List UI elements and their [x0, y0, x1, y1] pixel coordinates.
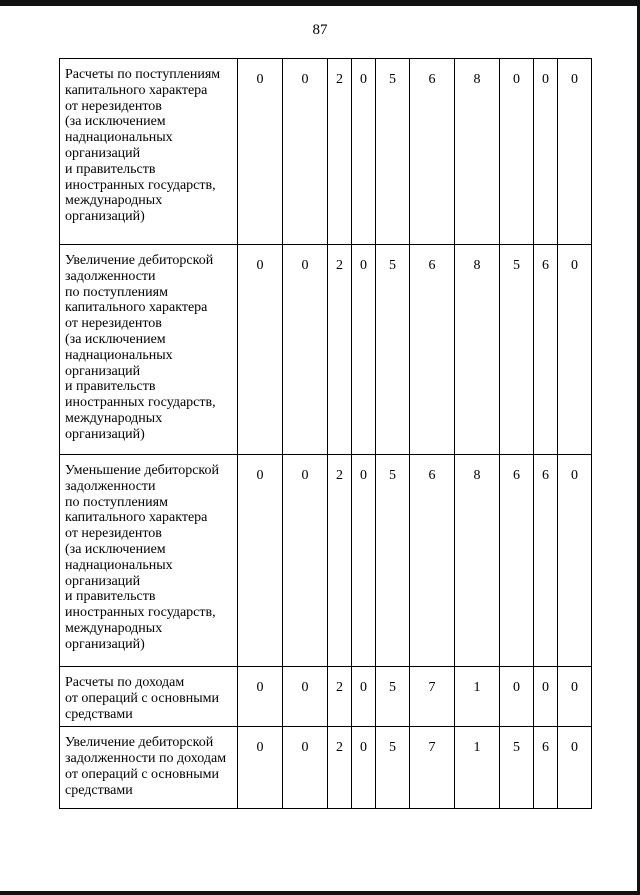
- code-digit-cell: 0: [500, 667, 534, 727]
- code-digit-cell: 0: [238, 245, 283, 455]
- row-description: [60, 667, 238, 727]
- code-digit-cell: 2: [328, 59, 352, 245]
- table-row: [60, 455, 592, 667]
- scan-edge-bottom: [0, 891, 640, 895]
- code-digit-cell: 0: [352, 455, 376, 667]
- code-digit-cell: 0: [534, 59, 558, 245]
- code-digit-cell: 0: [283, 667, 328, 727]
- code-digit-cell: 8: [455, 455, 500, 667]
- code-digit-cell: 0: [238, 727, 283, 809]
- code-digit-cell: 0: [352, 59, 376, 245]
- code-digit-cell: 5: [376, 667, 410, 727]
- description-line: международных: [65, 620, 163, 636]
- description-line: организаций): [65, 209, 145, 225]
- code-digit-cell: 7: [410, 667, 455, 727]
- description-line: Уменьшение дебиторской: [65, 463, 220, 478]
- code-digit-cell: 0: [352, 727, 376, 809]
- code-digit-cell: 5: [376, 455, 410, 667]
- description-line: капитального характера: [65, 510, 208, 526]
- description-line: от операций с основными: [65, 766, 219, 782]
- table-row: [60, 667, 592, 727]
- page-number: 87: [312, 22, 328, 38]
- description-line: от операций с основными: [65, 690, 219, 706]
- row-description: [60, 245, 238, 455]
- description-line: международных: [65, 410, 163, 426]
- code-digit-cell: 0: [283, 245, 328, 455]
- code-digit-cell: 6: [410, 245, 455, 455]
- row-description: [60, 455, 238, 667]
- description-line: средствами: [65, 706, 133, 722]
- code-digit-cell: 0: [283, 455, 328, 667]
- code-digit-cell: 0: [352, 667, 376, 727]
- table-row: [60, 245, 592, 455]
- description-line: Расчеты по поступлениям: [65, 67, 221, 82]
- description-line: Увеличение дебиторской: [65, 253, 214, 268]
- description-line: организаций: [65, 573, 141, 589]
- table-row: [60, 59, 592, 245]
- code-digit-cell: 1: [455, 667, 500, 727]
- code-digit-cell: 2: [328, 245, 352, 455]
- description-line: организаций: [65, 145, 141, 161]
- code-digit-cell: 0: [558, 727, 592, 809]
- code-digit-cell: 5: [376, 727, 410, 809]
- code-digit-cell: 8: [455, 245, 500, 455]
- description-line: иностранных государств,: [65, 395, 216, 411]
- code-digit-cell: 0: [238, 667, 283, 727]
- description-line: по поступлениям: [65, 284, 168, 300]
- code-digit-cell: 7: [410, 727, 455, 809]
- code-digit-cell: 5: [376, 59, 410, 245]
- code-digit-cell: 0: [352, 245, 376, 455]
- code-digit-cell: 0: [558, 59, 592, 245]
- description-line: иностранных государств,: [65, 177, 216, 193]
- description-line: (за исключением: [65, 541, 166, 557]
- description-line: задолженности: [65, 268, 156, 284]
- code-digit-cell: 5: [376, 245, 410, 455]
- description-line: и правительств: [65, 161, 156, 177]
- code-digit-cell: 6: [534, 455, 558, 667]
- code-digit-cell: 6: [410, 59, 455, 245]
- code-digit-cell: 2: [328, 455, 352, 667]
- code-digit-cell: 0: [283, 727, 328, 809]
- description-line: задолженности: [65, 478, 156, 494]
- description-line: капитального характера: [65, 300, 208, 316]
- row-description: [60, 59, 238, 245]
- code-digit-cell: 1: [455, 727, 500, 809]
- code-digit-cell: 8: [455, 59, 500, 245]
- code-digit-cell: 0: [500, 59, 534, 245]
- code-digit-cell: 0: [238, 455, 283, 667]
- code-digit-cell: 6: [534, 727, 558, 809]
- description-line: Расчеты по доходам: [65, 675, 185, 690]
- scan-edge-top: [0, 0, 640, 6]
- description-line: наднациональных: [65, 130, 173, 146]
- description-line: от нерезидентов: [65, 98, 162, 114]
- code-digit-cell: 5: [500, 245, 534, 455]
- description-line: организаций: [65, 363, 141, 379]
- description-line: задолженности по доходам: [65, 751, 227, 767]
- description-line: организаций): [65, 636, 145, 652]
- description-line: организаций): [65, 426, 145, 442]
- description-line: от нерезидентов: [65, 316, 162, 332]
- description-line: капитального характера: [65, 82, 208, 98]
- description-line: средствами: [65, 782, 133, 798]
- code-digit-cell: 6: [534, 245, 558, 455]
- code-digit-cell: 0: [558, 667, 592, 727]
- description-line: иностранных государств,: [65, 605, 216, 621]
- description-line: наднациональных: [65, 347, 173, 363]
- budget-classification-table: [59, 58, 592, 809]
- code-digit-cell: 0: [558, 245, 592, 455]
- code-digit-cell: 5: [500, 727, 534, 809]
- code-digit-cell: 6: [410, 455, 455, 667]
- description-line: международных: [65, 193, 163, 209]
- description-line: Увеличение дебиторской: [65, 735, 214, 751]
- description-line: и правительств: [65, 589, 156, 605]
- code-digit-cell: 2: [328, 727, 352, 809]
- code-digit-cell: 0: [534, 667, 558, 727]
- code-digit-cell: 0: [283, 59, 328, 245]
- description-line: по поступлениям: [65, 494, 168, 510]
- description-line: (за исключением: [65, 331, 166, 347]
- description-line: от нерезидентов: [65, 526, 162, 542]
- code-digit-cell: 0: [558, 455, 592, 667]
- code-digit-cell: 0: [238, 59, 283, 245]
- table-row: [60, 727, 592, 809]
- description-line: (за исключением: [65, 114, 166, 130]
- code-digit-cell: 6: [500, 455, 534, 667]
- row-description: [60, 727, 238, 809]
- description-line: и правительств: [65, 379, 156, 395]
- code-digit-cell: 2: [328, 667, 352, 727]
- description-line: наднациональных: [65, 557, 173, 573]
